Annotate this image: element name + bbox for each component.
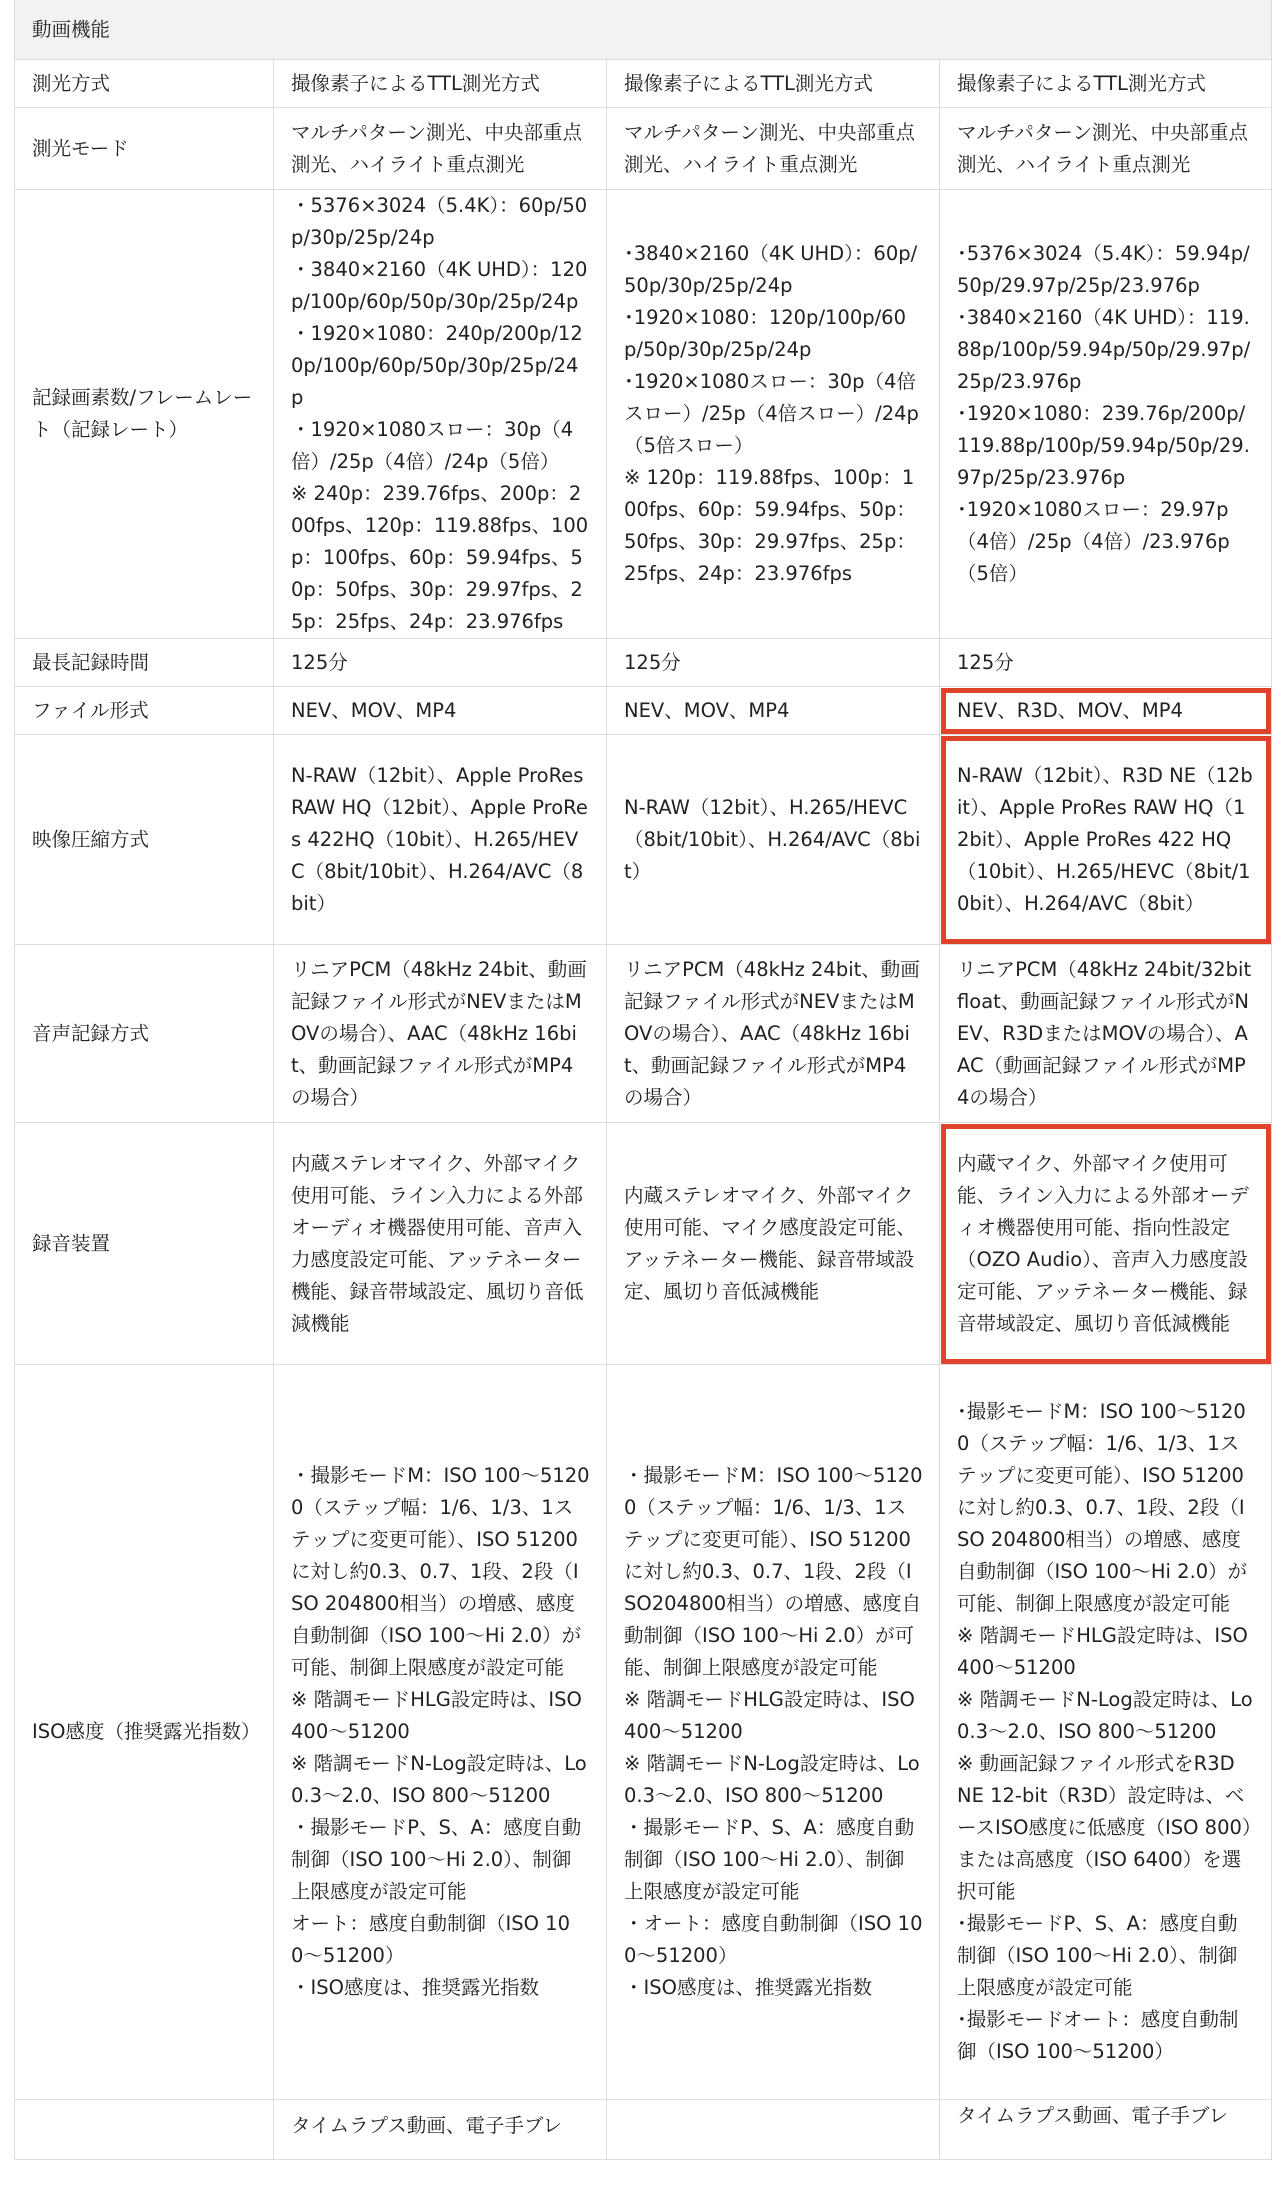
spec-value-line: 内蔵マイク、外部マイク使用可能、ライン入力による外部オーディオ機器使用可能、指向性設定（OZO Audio）、音声入力感度設定可能、アッテネーター機能、録音帯域設定、風切り音低減機能	[957, 1151, 1249, 1335]
spec-value-line: NEV、MOV、MP4	[291, 698, 457, 722]
spec-row	[15, 60, 1272, 108]
spec-value-cell	[274, 190, 607, 639]
spec-value-cell	[940, 2100, 1272, 2160]
spec-row	[15, 190, 1272, 639]
spec-value-cell	[274, 945, 607, 1123]
spec-value-cell	[607, 2100, 940, 2160]
spec-value-line: ･撮影モードP、S、A：感度自動制御（ISO 100〜Hi 2.0）、制御上限感度が設定可能	[957, 1912, 1238, 1999]
spec-value-line: N-RAW（12bit）、Apple ProRes RAW HQ（12bit）、Apple ProRes 422HQ（10bit）、H.265/HEVC（8bit/10bit）、H.264/AVC（8bit）	[291, 763, 588, 915]
spec-value-line: ※ 120p：119.88fps、100p：100fps、60p：59.94fps、50p：50fps、30p：29.97fps、25p：25fps、24p：23.976fps	[624, 466, 916, 585]
spec-label: 測光方式	[15, 60, 274, 108]
spec-value-cell	[940, 1365, 1272, 2100]
spec-value-line: 内蔵ステレオマイク、外部マイク使用可能、マイク感度設定可能、アッテネーター機能、録音帯域設定、風切り音低減機能	[624, 1183, 916, 1303]
spec-table-body	[15, 0, 1272, 2160]
spec-value-line: 撮像素子によるTTL測光方式	[291, 71, 540, 95]
spec-value-line: ※ 階調モードHLG設定時は、ISO 400〜51200	[291, 1688, 582, 1743]
spec-value-line: ･1920×1080スロー：30p（4倍スロー）/25p（4倍スロー）/24p（5倍スロー）	[624, 370, 919, 457]
spec-value-line: ・ISO感度は、推奨露光指数	[291, 1976, 539, 1999]
spec-value-line: ・撮影モードM：ISO 100〜51200（ステップ幅：1/6、1/3、1ステップに変更可能）、ISO 51200に対し約0.3、0.7、1段、2段（ISO 204800相当）の増感、感度自動制御（ISO 100〜Hi 2.0）が可能、制御上限感度が設定可能	[291, 1464, 590, 1679]
spec-value-cell	[940, 639, 1272, 687]
spec-value-line: ※ 動画記録ファイル形式をR3D NE 12-bit（R3D）設定時は、ベースISO感度に低感度（ISO 800）または高感度（ISO 6400）を選択可能	[957, 1752, 1252, 1903]
spec-value-line: ・撮影モードM：ISO 100〜51200（ステップ幅：1/6、1/3、1ステップに変更可能）、ISO 51200に対し約0.3、0.7、1段、2段（ISO204800相当）の増感、感度自動制御（ISO 100〜Hi 2.0）が可能、制御上限感度が設定可能	[624, 1464, 923, 1679]
spec-value-cell	[274, 735, 607, 945]
spec-value-cell	[607, 190, 940, 639]
spec-value-cell	[274, 687, 607, 735]
spec-row	[15, 1123, 1272, 1365]
spec-value-line: ･3840×2160（4K UHD）：60p/50p/30p/25p/24p	[624, 242, 918, 297]
spec-row	[15, 108, 1272, 190]
spec-value-line: ※ 階調モードN-Log設定時は、Lo 0.3〜2.0、ISO 800〜51200	[291, 1752, 587, 1807]
section-header-row	[15, 0, 1272, 60]
spec-value-cell	[274, 1123, 607, 1365]
spec-row	[15, 945, 1272, 1123]
spec-value-line: ・撮影モードP、S、A：感度自動制御（ISO 100〜Hi 2.0）、制御上限感度が設定可能	[624, 1816, 915, 1903]
spec-table	[14, 0, 1272, 2160]
spec-value-line: 撮像素子によるTTL測光方式	[624, 71, 873, 95]
spec-value-line: マルチパターン測光、中央部重点測光、ハイライト重点測光	[624, 120, 915, 176]
spec-value-cell	[940, 108, 1272, 190]
spec-label	[15, 2100, 274, 2160]
highlighted-spec-value-cell	[940, 687, 1272, 735]
spec-value-cell	[274, 2100, 607, 2160]
spec-label: ISO感度（推奨露光指数）	[15, 1365, 274, 2100]
spec-value-line: マルチパターン測光、中央部重点測光、ハイライト重点測光	[957, 120, 1248, 176]
spec-value-line: NEV、MOV、MP4	[624, 698, 790, 722]
spec-value-line: ※ 階調モードHLG設定時は、ISO 400〜51200	[957, 1624, 1248, 1679]
spec-value-line: ･撮影モードM：ISO 100〜51200（ステップ幅：1/6、1/3、1ステップに変更可能）、ISO 51200に対し約0.3、0.7、1段、2段（ISO 204800相当）の増感、感度自動制御（ISO 100〜Hi 2.0）が可能、制御上限感度が設定可能	[957, 1400, 1248, 1615]
spec-value-line: 125分	[624, 650, 681, 674]
spec-row	[15, 735, 1272, 945]
spec-value-line: リニアPCM（48kHz 24bit、動画記録ファイル形式がNEVまたはMOVの場合）、AAC（48kHz 16bit、動画記録ファイル形式がMP4の場合）	[624, 957, 920, 1109]
spec-value-cell	[607, 1123, 940, 1365]
spec-value-line: N-RAW（12bit）、H.265/HEVC（8bit/10bit）、H.264/AVC（8bit）	[624, 795, 921, 883]
spec-value-line: ･1920×1080：120p/100p/60p/50p/30p/25p/24p	[624, 306, 906, 361]
spec-value-cell	[607, 735, 940, 945]
highlighted-spec-value-cell	[940, 1123, 1272, 1365]
spec-value-cell	[607, 1365, 940, 2100]
spec-value-line: 内蔵ステレオマイク、外部マイク使用可能、ライン入力による外部オーディオ機器使用可能、音声入力感度設定可能、アッテネーター機能、録音帯域設定、風切り音低減機能	[291, 1151, 584, 1335]
spec-row	[15, 687, 1272, 735]
spec-value-cell	[607, 945, 940, 1123]
spec-value-line: ･3840×2160（4K UHD）：119.88p/100p/59.94p/50p/29.97p/25p/23.976p	[957, 306, 1251, 393]
spec-value-line: ・撮影モードP、S、A：感度自動制御（ISO 100〜Hi 2.0）、制御上限感度が設定可能	[291, 1816, 582, 1903]
spec-value-cell	[940, 945, 1272, 1123]
spec-value-line: NEV、R3D、MOV、MP4	[957, 698, 1183, 722]
spec-label: ファイル形式	[15, 687, 274, 735]
spec-value-line: ・1920×1080スロー：30p（4倍）/25p（4倍）/24p（5倍）	[291, 418, 574, 473]
spec-value-cell	[607, 108, 940, 190]
spec-value-line: ･1920×1080：239.76p/200p/119.88p/100p/59.94p/50p/29.97p/25p/23.976p	[957, 402, 1250, 489]
spec-value-line: ・オート：感度自動制御（ISO 100〜51200）	[624, 1912, 923, 1967]
spec-label: 最長記録時間	[15, 639, 274, 687]
spec-label: 記録画素数/フレームレート（記録レート）	[15, 190, 274, 639]
spec-value-line: N-RAW（12bit）、R3D NE（12bit）、Apple ProRes RAW HQ（12bit）、Apple ProRes 422 HQ（10bit）、H.265/HEVC（8bit/10bit）、H.264/AVC（8bit）	[957, 763, 1253, 915]
spec-value-cell	[940, 190, 1272, 639]
spec-value-cell	[940, 60, 1272, 108]
spec-value-cell	[607, 60, 940, 108]
spec-value-line: ※ 階調モードHLG設定時は、ISO 400〜51200	[624, 1688, 915, 1743]
spec-value-line: ･撮影モードオート：感度自動制御（ISO 100〜51200）	[957, 2008, 1239, 2063]
spec-value-cell	[274, 108, 607, 190]
spec-value-cell	[274, 639, 607, 687]
spec-row	[15, 2100, 1272, 2160]
spec-label: 音声記録方式	[15, 945, 274, 1123]
spec-value-cell	[607, 639, 940, 687]
spec-label: 測光モード	[15, 108, 274, 190]
spec-value-line: ・5376×3024（5.4K）：60p/50p/30p/25p/24p	[291, 194, 588, 249]
spec-value-line: ・3840×2160（4K UHD）：120p/100p/60p/50p/30p/25p/24p	[291, 258, 588, 313]
spec-value-line: マルチパターン測光、中央部重点測光、ハイライト重点測光	[291, 120, 582, 176]
section-title: 動画機能	[15, 0, 1272, 60]
spec-row	[15, 639, 1272, 687]
spec-value-line: ･1920×1080スロー：29.97p（4倍）/25p（4倍）/23.976p（5倍）	[957, 498, 1230, 585]
spec-value-line: ・1920×1080：240p/200p/120p/100p/60p/50p/30p/25p/24p	[291, 322, 583, 409]
spec-label: 録音装置	[15, 1123, 274, 1365]
spec-value-line: ・ISO感度は、推奨露光指数	[624, 1976, 872, 1999]
spec-value-line: 125分	[957, 650, 1014, 674]
spec-value-cell	[274, 1365, 607, 2100]
spec-value-cell	[607, 687, 940, 735]
spec-value-cell	[274, 60, 607, 108]
spec-value-line: リニアPCM（48kHz 24bit、動画記録ファイル形式がNEVまたはMOVの場合）、AAC（48kHz 16bit、動画記録ファイル形式がMP4の場合）	[291, 957, 587, 1109]
spec-row	[15, 1365, 1272, 2100]
spec-value-line: ･5376×3024（5.4K）：59.94p/50p/29.97p/25p/23.976p	[957, 242, 1250, 297]
spec-value-line: タイムラプス動画、電子手ブレ	[291, 2114, 563, 2137]
spec-value-line: ※ 階調モードN-Log設定時は、Lo 0.3〜2.0、ISO 800〜51200	[957, 1688, 1253, 1743]
spec-value-line: ※ 階調モードN-Log設定時は、Lo 0.3〜2.0、ISO 800〜51200	[624, 1752, 920, 1807]
spec-value-line: 125分	[291, 650, 348, 674]
spec-value-line: ※ 240p：239.76fps、200p：200fps、120p：119.88fps、100p：100fps、60p：59.94fps、50p：50fps、30p：29.97fps、25p：25fps、24p：23.976fps	[291, 482, 589, 633]
spec-value-line: 撮像素子によるTTL測光方式	[957, 71, 1206, 95]
highlighted-spec-value-cell	[940, 735, 1272, 945]
spec-value-line: オート：感度自動制御（ISO 100〜51200）	[291, 1912, 570, 1967]
spec-value-line: タイムラプス動画、電子手ブレ	[957, 2104, 1229, 2127]
spec-value-line: リニアPCM（48kHz 24bit/32bit float、動画記録ファイル形式がNEV、R3DまたはMOVの場合）、AAC（動画記録ファイル形式がMP4の場合）	[957, 957, 1252, 1109]
spec-label: 映像圧縮方式	[15, 735, 274, 945]
